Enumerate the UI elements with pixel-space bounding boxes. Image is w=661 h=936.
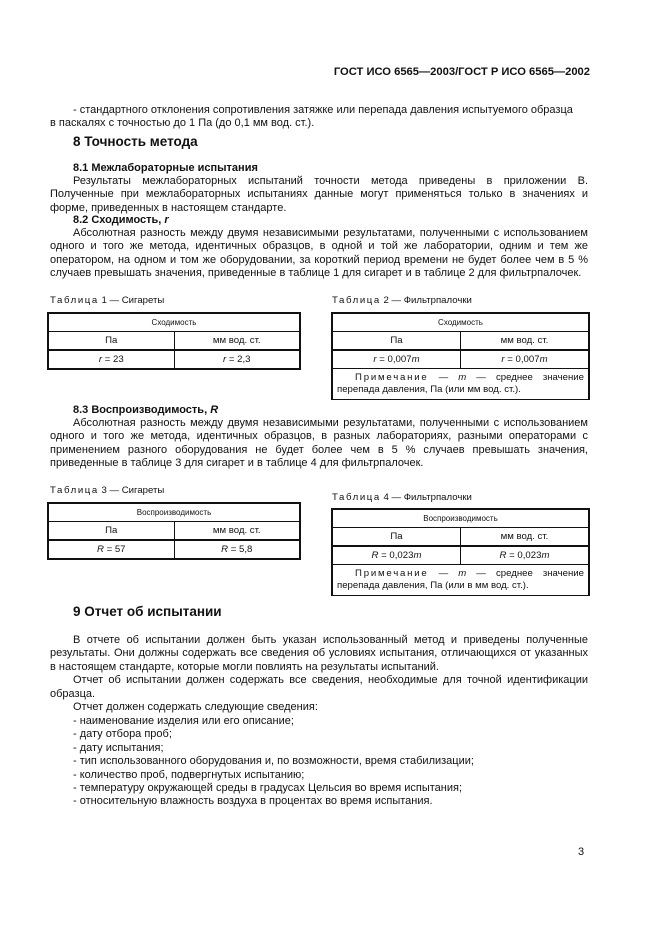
section-9-body [50,634,588,714]
table-3-col-mm: мм вод. ст. [174,522,300,541]
table-4-filter-rods-reproducibility [331,508,590,596]
table-3-group-header: Воспроизводимость [48,503,300,522]
section-8-3-title [73,404,218,417]
section-8-title: 8 Точность метода [73,134,198,149]
document-code-header: ГОСТ ИСО 6565—2003/ГОСТ Р ИСО 6565—2002 [333,66,590,78]
table-3-caption-prefix: Таблица [50,485,99,496]
list-item: - дату отбора проб; [73,728,172,741]
section-9-paragraph-2: Отчет об испытании должен содержать все сведения, необходимые для точной идентификации образца. [50,674,588,700]
table-1-col-pa: Па [48,332,174,351]
page-number: 3 [578,846,585,858]
section-8-1-title: 8.1 Межлабораторные испытания [73,162,258,174]
section-8-2-symbol: r [164,214,169,226]
table-3-value-mm: R = 5,8 [174,540,300,559]
table-2-caption [332,294,472,307]
list-item: - тип использованного оборудования и, по возможности, время стабилизации; [73,755,474,768]
table-3-cigarettes-reproducibility [47,502,301,560]
table-2-filter-rods-repeatability [331,312,590,400]
report-contents-list [73,715,593,809]
section-8-3-text [50,417,588,471]
table-4-caption-prefix: Таблица [332,492,381,503]
table-2-value-pa: r = 0,007m [332,350,461,369]
table-2-col-pa: Па [332,332,461,351]
table-1-value-mm: r = 2,3 [174,350,300,369]
table-2-value-mm: r = 0,007m [461,350,590,369]
table-1-caption [50,294,164,307]
section-8-3-symbol: R [210,404,219,416]
intro-paragraph [50,104,588,131]
table-4-group-header: Воспроизводимость [332,509,589,528]
list-item: - количество проб, подвергнутых испытанию; [73,768,305,781]
intro-line-1: - стандартного отклонения сопротивления затяжке или перепада давления испытуемого образца [73,104,573,116]
list-item: - относительную влажность воздуха в процентах во время испытания. [73,795,433,808]
table-1-group-header: Сходимость [48,313,300,332]
section-9-paragraph-3: Отчет должен содержать следующие сведения: [73,701,318,714]
list-item: - дату испытания; [73,741,164,754]
section-8-3-paragraph: Абсолютная разность между двумя независимыми результатами, полученными с использованием одного и того же метода, идентичных образцов, в разных лабораториях, разными операторами с применением разного оборудования не будет более чем в 5 % случаев превышать значения, приведенные в таблице 3 для сигарет и в таблице 4 для фильтрпалочек. [50,417,588,470]
section-9-paragraph-1: В отчете об испытании должен быть указан использованный метод и приведены полученные результаты. Они должны содержать все сведения об условиях испытания, отличающихся от указанных в настоящем стандарте, которые могли повлиять на результаты испытаний. [50,634,588,673]
section-8-2-title [73,214,169,227]
section-8-1-text [50,175,588,215]
table-1-cigarettes-repeatability [47,312,301,370]
section-9-title: 9 Отчет об испытании [73,604,222,619]
table-4-caption-title: 4 — Фильтрпалочки [380,492,472,503]
section-8-3-title-text: 8.3 Воспроизводимость, [73,404,211,416]
table-1-caption-prefix: Таблица [50,295,99,306]
table-2-col-mm: мм вод. ст. [461,332,590,351]
table-4-note: Примечание — m — среднее значение перепада давления, Па (или в мм вод. ст.). [332,565,589,596]
table-4-value-mm: R = 0,023m [461,546,590,565]
section-8-2-text [50,227,588,281]
table-4-caption [332,491,472,504]
table-3-value-pa: R = 57 [48,540,174,559]
table-1-col-mm: мм вод. ст. [174,332,300,351]
section-8-2-title-text: 8.2 Сходимость, [73,214,165,226]
table-2-note: Примечание — m — среднее значение перепада давления, Па (или мм вод. ст.). [332,369,589,400]
table-4-col-pa: Па [332,528,461,547]
table-2-caption-title: 2 — Фильтрпалочки [380,295,472,306]
list-item: - температуру окружающей среды в градусах Цельсия во время испытания; [73,781,462,794]
table-3-caption [50,484,164,497]
table-3-col-pa: Па [48,522,174,541]
section-8-1-paragraph: Результаты межлабораторных испытаний точности метода приведены в приложении В. Полученные при межлабораторных испытаниях данные могут применяться только в значениях и форме, приведенных в настоящем стандарте. [50,175,588,214]
list-item: - наименование изделия или его описание; [73,715,294,727]
table-2-caption-prefix: Таблица [332,295,381,306]
table-4-value-pa: R = 0,023m [332,546,461,565]
table-4-col-mm: мм вод. ст. [461,528,590,547]
table-1-caption-title: 1 — Сигареты [98,295,165,306]
table-2-group-header: Сходимость [332,313,589,332]
table-3-caption-title: 3 — Сигареты [98,485,165,496]
intro-line-2: в паскалях с точностью до 1 Па (до 0,1 мм вод. ст.). [50,117,315,130]
table-1-value-pa: r = 23 [48,350,174,369]
section-8-2-paragraph: Абсолютная разность между двумя независимыми результатами, полученными с использованием одного и того же метода, идентичных образцов, в одной и той же лаборатории, одним и тем же оператором, на одном и том же оборудовании, за короткий период времени не будет более чем в 5 % случаев превышать значения, приведенные в таблице 1 для сигарет и в таблице 2 для фильтрпалочек. [50,227,588,280]
